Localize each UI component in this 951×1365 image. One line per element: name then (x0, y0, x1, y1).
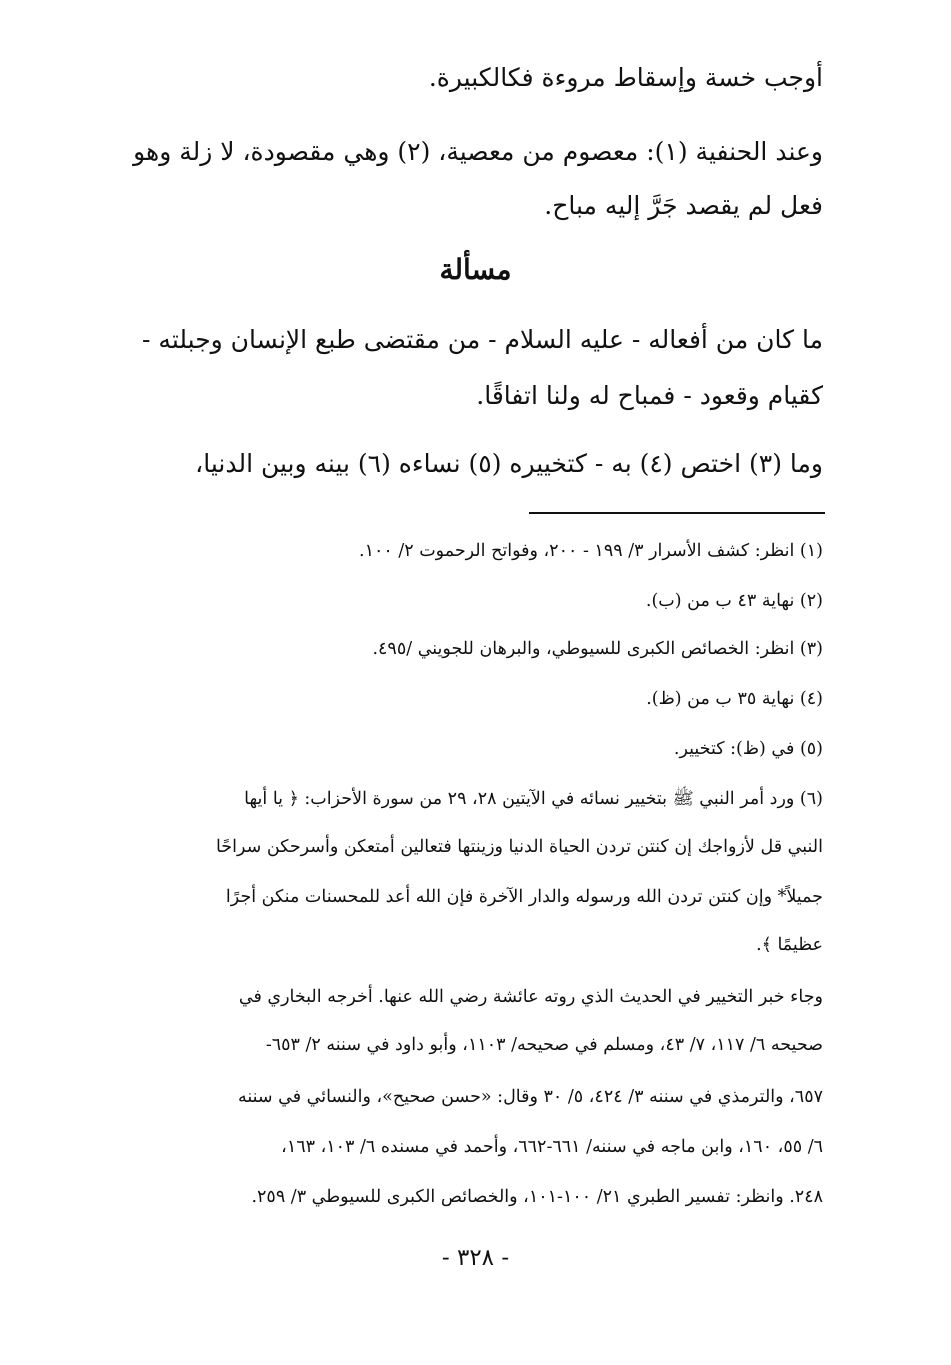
footnote-6-line-2: النبي قل لأزواجك إن كنتن تردن الحياة الدنيا وزينتها فتعالين أمتعكن وأسرحكن سراحًا (215, 837, 823, 857)
main-text-line-6: وما (٣) اختص (٤) به - كتخييره (٥) نساءه (٦) بينه وبين الدنيا، (195, 449, 823, 478)
footnote-6-line-8: ٦/ ٥٥، ١٦٠، وابن ماجه في سننه/ ٦٦١-٦٦٢، وأحمد في مسنده ٦/ ١٠٣، ١٦٣، (281, 1137, 823, 1157)
main-text-line-2: وعند الحنفية (١): معصوم من معصية، (٢) وهي مقصودة، لا زلة وهو (133, 137, 823, 166)
footnote-3: (٣) انظر: الخصائص الكبرى للسيوطي، والبرهان للجويني /٤٩٥. (372, 639, 823, 659)
section-heading: مسألة (439, 253, 512, 286)
footnote-6-line-7: ٦٥٧، والترمذي في سننه ٣/ ٤٢٤، ٥/ ٣٠ وقال: «حسن صحيح»، والنسائي في سننه (237, 1087, 823, 1107)
main-text-line-1: أوجب خسة وإسقاط مروءة فكالكبيرة. (428, 63, 823, 92)
footnote-1: (١) انظر: كشف الأسرار ٣/ ١٩٩ - ٢٠٠، وفواتح الرحموت ٢/ ١٠٠. (358, 541, 823, 561)
footnote-6-line-9: ٢٤٨. وانظر: تفسير الطبري ٢١/ ١٠٠-١٠١، والخصائص الكبرى للسيوطي ٣/ ٢٥٩. (251, 1187, 823, 1207)
main-text-line-4: ما كان من أفعاله - عليه السلام - من مقتضى طبع الإنسان وجبلته - (142, 325, 823, 354)
footnote-6-line-4: عظيمًا ﴾. (756, 935, 823, 955)
page-number: - ٣٢٨ - (441, 1245, 510, 1271)
main-text-line-5: كقيام وقعود - فمباح له ولنا اتفاقًا. (476, 381, 823, 410)
footnote-6-line-6: صحيحه ٦/ ١١٧، ٧/ ٤٣، ومسلم في صحيحه/ ١١٠٣، وأبو داود في سننه ٢/ ٦٥٣- (265, 1035, 823, 1055)
footnote-5: (٥) في (ظ): كتخيير. (673, 739, 823, 759)
footnote-separator (529, 512, 825, 514)
footnote-6-line-5: وجاء خبر التخيير في الحديث الذي روته عائشة رضي الله عنها. أخرجه البخاري في (238, 987, 823, 1007)
footnote-6-line-1: (٦) ورد أمر النبي ﷺ بتخيير نسائه في الآيتين ٢٨، ٢٩ من سورة الأحزاب: ﴿ يا أيها (244, 789, 823, 809)
footnote-6-line-3: جميلاً* وإن كنتن تردن الله ورسوله والدار الآخرة فإن الله أعد للمحسنات منكن أجرًا (225, 887, 823, 907)
footnote-4: (٤) نهاية ٣٥ ب من (ظ). (646, 689, 823, 709)
main-text-line-3: فعل لم يقصد جَرَّ إليه مباح. (544, 191, 823, 220)
footnote-2: (٢) نهاية ٤٣ ب من (ب). (645, 591, 823, 611)
